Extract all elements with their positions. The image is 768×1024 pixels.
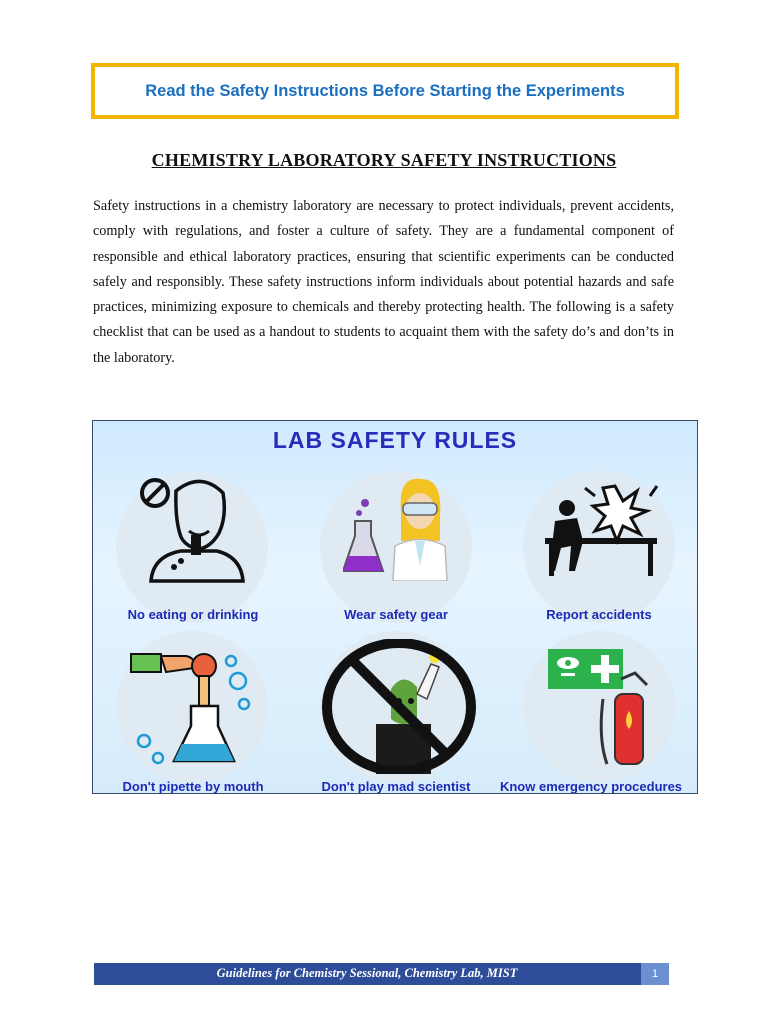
rule-label: Wear safety gear	[344, 607, 448, 622]
page-footer	[94, 963, 669, 985]
intro-paragraph: Safety instructions in a chemistry laboratory are necessary to protect individuals, prevent accidents, comply with regulations, and foster a culture of safety. They are a fundamental component of responsible and ethical laboratory practices, ensuring that scientific experiments can be conducted safely and responsibly. These safety instructions inform individuals about potential hazards and safe practices, minimizing exposure to chemicals and thereby protecting health. The following is a safety checklist that can be used as a handout to students to acquaint them with the safety do’s and don’ts in the laboratory.	[93, 198, 674, 366]
poster-title: LAB SAFETY RULES	[272, 427, 518, 453]
notice-banner-text: Read the Safety Instructions Before Starting the Experiments	[145, 81, 625, 100]
rule-label: Don't pipette by mouth	[122, 779, 264, 794]
lab-safety-poster	[92, 420, 698, 794]
no-eating-icon	[131, 471, 261, 586]
notice-banner	[91, 63, 679, 119]
emergency-icon	[543, 649, 658, 769]
accident-icon	[545, 476, 660, 581]
rule-label: Report accidents	[546, 607, 652, 622]
page-title: CHEMISTRY LABORATORY SAFETY INSTRUCTIONS	[151, 150, 617, 170]
pipette-icon	[126, 646, 261, 771]
page-number: 1	[641, 963, 669, 985]
rule-label: No eating or drinking	[127, 607, 259, 622]
footer-text: Guidelines for Chemistry Sessional, Chemistry Lab, MIST	[216, 966, 518, 980]
rule-label: Know emergency procedures	[499, 779, 683, 794]
rule-label: Don't play mad scientist	[321, 779, 471, 794]
mad-scientist-icon	[321, 639, 476, 774]
safety-gear-icon	[343, 471, 458, 581]
